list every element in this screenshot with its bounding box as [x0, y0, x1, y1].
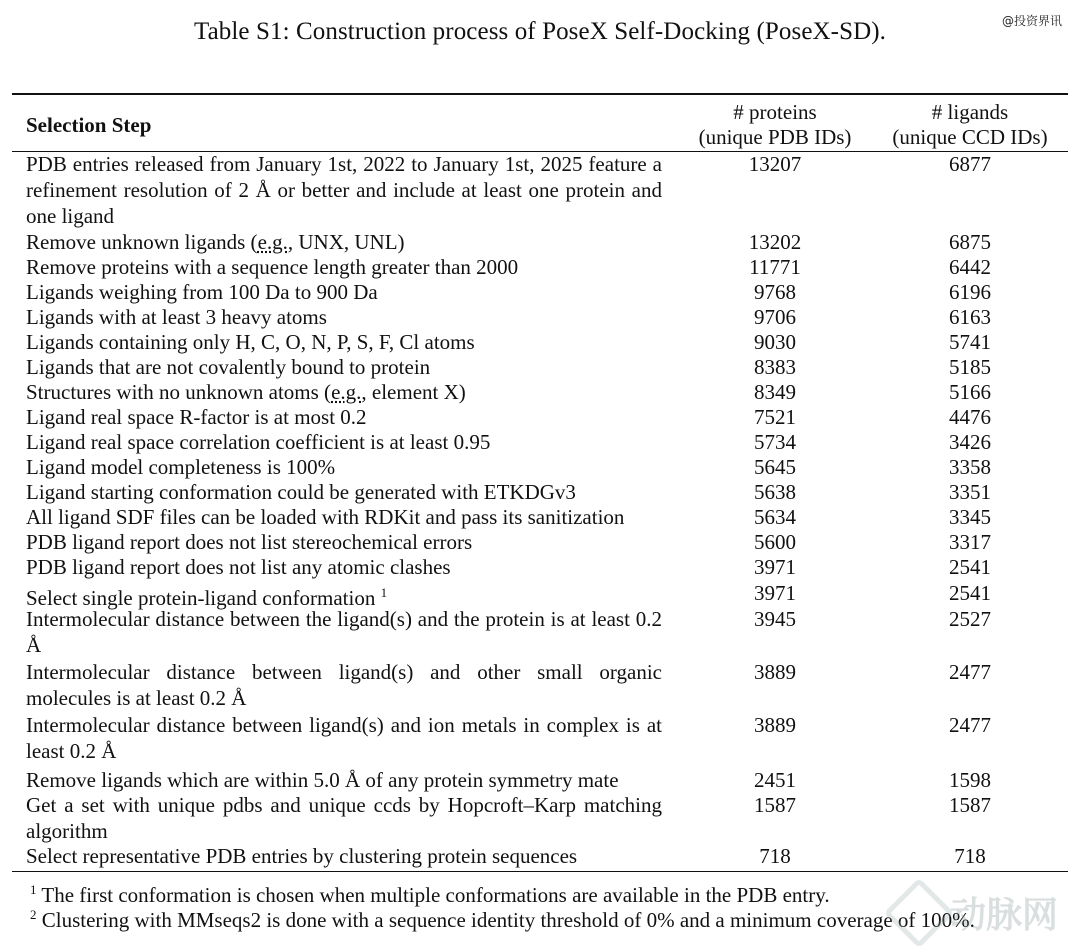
proteins-cell: 718	[759, 844, 791, 868]
ligands-cell: 6163	[949, 305, 991, 329]
header-proteins	[690, 100, 860, 150]
footnote-2	[30, 907, 975, 933]
step-cell: Remove proteins with a sequence length greater than 2000	[26, 255, 519, 279]
header-ligands	[880, 100, 1060, 150]
proteins-cell: 3889	[754, 713, 796, 737]
ligands-cell: 2541	[949, 581, 991, 605]
proteins-cell: 5638	[754, 480, 796, 504]
ligands-cell: 3426	[949, 430, 991, 454]
ligands-cell: 2477	[949, 713, 991, 737]
step-text: Select single protein-ligand conformation	[26, 586, 376, 610]
step-cell: Ligand starting conformation could be generated with ETKDGv3	[26, 480, 576, 504]
step-text: , UNX, UNL)	[287, 230, 405, 254]
ligands-cell: 5741	[949, 330, 991, 354]
proteins-cell: 2451	[754, 768, 796, 792]
proteins-cell: 3945	[754, 607, 796, 631]
ligands-cell: 2527	[949, 607, 991, 631]
ligands-cell: 718	[954, 844, 986, 868]
proteins-cell: 5645	[754, 455, 796, 479]
proteins-cell: 11771	[749, 255, 801, 279]
ligands-cell: 6877	[949, 152, 991, 176]
step-cell: Intermolecular distance between ligand(s) and other small organic molecules is at least 0.2 Å	[26, 660, 662, 710]
header-ligands-line2: (unique CCD IDs)	[892, 125, 1048, 149]
step-cell: Remove ligands which are within 5.0 Å of any protein symmetry mate	[26, 768, 619, 792]
step-text: Remove unknown ligands (	[26, 230, 258, 254]
footnote-text: The first conformation is chosen when multiple conformations are available in the PDB entry.	[41, 883, 830, 907]
ligands-cell: 5185	[949, 355, 991, 379]
footnote-text: Clustering with MMseqs2 is done with a sequence identity threshold of 0% and a minimum coverage of 100%.	[41, 908, 975, 932]
ligands-cell: 1598	[949, 768, 991, 792]
step-cell: PDB ligand report does not list stereochemical errors	[26, 530, 473, 554]
footnote-marker: 1	[380, 585, 388, 600]
step-cell: Intermolecular distance between the ligand(s) and the protein is at least 0.2 Å	[26, 607, 662, 657]
step-cell: Ligand model completeness is 100%	[26, 455, 336, 479]
step-cell: Ligands that are not covalently bound to protein	[26, 355, 431, 379]
ligands-cell: 6442	[949, 255, 991, 279]
proteins-cell: 9706	[754, 305, 796, 329]
step-cell: Ligands weighing from 100 Da to 900 Da	[26, 280, 378, 304]
ligands-cell: 1587	[949, 793, 991, 817]
ligands-cell: 3317	[949, 530, 991, 554]
watermark-logo	[894, 887, 1058, 938]
logo-mark-icon	[884, 877, 955, 948]
step-cell: Ligands containing only H, C, O, N, P, S, F, Cl atoms	[26, 330, 475, 354]
proteins-cell: 1587	[754, 793, 796, 817]
footnote-1	[30, 882, 830, 908]
header-ligands-line1: # ligands	[931, 100, 1009, 124]
watermark-logo-text: 动脉网	[949, 895, 1058, 936]
step-cell: Intermolecular distance between ligand(s) and ion metals in complex is at least 0.2 Å	[26, 713, 662, 763]
proteins-cell: 13207	[748, 152, 802, 176]
step-abbrev: e.g.	[331, 380, 362, 404]
proteins-cell: 3971	[754, 581, 796, 605]
step-cell: All ligand SDF files can be loaded with RDKit and pass its sanitization	[26, 505, 625, 529]
watermark-text: @投资界讯	[1001, 14, 1062, 28]
proteins-cell: 9768	[754, 280, 796, 304]
step-cell	[26, 229, 662, 255]
ligands-cell: 3351	[949, 480, 991, 504]
step-cell: Ligands with at least 3 heavy atoms	[26, 305, 327, 329]
table-caption: Table S1: Construction process of PoseX Self-Docking (PoseX-SD).	[193, 18, 887, 45]
step-cell: Get a set with unique pdbs and unique ccds by Hopcroft–Karp matching algorithm	[26, 793, 662, 843]
footnote-mark: 2	[30, 907, 37, 922]
proteins-cell: 5734	[754, 430, 796, 454]
header-proteins-line1: # proteins	[733, 100, 817, 124]
step-cell	[26, 379, 662, 405]
proteins-cell: 3971	[754, 555, 796, 579]
step-cell: Ligand real space R-factor is at most 0.2	[26, 405, 367, 429]
ligands-cell: 5166	[949, 380, 991, 404]
step-cell: PDB ligand report does not list any atomic clashes	[26, 555, 451, 579]
proteins-cell: 5634	[754, 505, 796, 529]
bottom-rule	[12, 871, 1068, 872]
proteins-cell: 13202	[748, 230, 802, 254]
ligands-cell: 4476	[949, 405, 991, 429]
ligands-cell: 3345	[949, 505, 991, 529]
step-cell: Ligand real space correlation coefficient is at least 0.95	[26, 430, 491, 454]
step-cell: Select representative PDB entries by clustering protein sequences	[26, 844, 578, 868]
step-text: Structures with no unknown atoms (	[26, 380, 332, 404]
step-text: , element X)	[361, 380, 466, 404]
proteins-cell: 8383	[754, 355, 796, 379]
proteins-cell: 3889	[754, 660, 796, 684]
ligands-cell: 3358	[949, 455, 991, 479]
header-proteins-line2: (unique PDB IDs)	[698, 125, 852, 149]
proteins-cell: 7521	[754, 405, 796, 429]
step-cell: PDB entries released from January 1st, 2022 to January 1st, 2025 feature a refinement resolution of 2 Å or better and include at least one protein and one ligand	[26, 152, 662, 228]
step-abbrev: e.g.	[257, 230, 288, 254]
proteins-cell: 5600	[754, 530, 796, 554]
ligands-cell: 2477	[949, 660, 991, 684]
proteins-cell: 9030	[754, 330, 796, 354]
ligands-cell: 6196	[949, 280, 991, 304]
ligands-cell: 2541	[949, 555, 991, 579]
footnote-mark: 1	[30, 882, 37, 897]
proteins-cell: 8349	[754, 380, 796, 404]
header-selection-step: Selection Step	[26, 113, 152, 137]
top-rule	[12, 93, 1068, 95]
ligands-cell: 6875	[949, 230, 991, 254]
